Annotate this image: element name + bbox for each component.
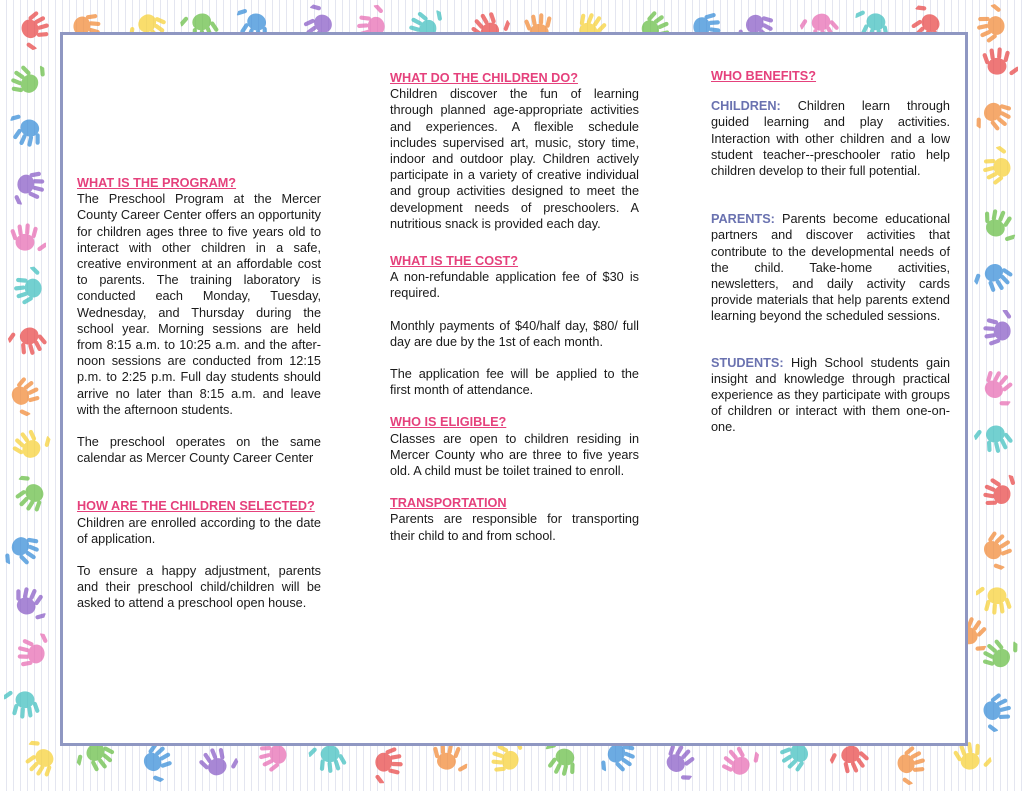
heading-what-do: WHAT DO THE CHILDREN DO? bbox=[390, 71, 578, 85]
handprint-icon bbox=[4, 265, 53, 314]
selected-adjustment-text: To ensure a happy adjustment, parents and their preschool child/children will be asked to attend a preschool open house. bbox=[77, 564, 321, 611]
handprint-icon bbox=[4, 684, 46, 726]
what-do-text: Children discover the fun of learning through planned age-appropriate activities and experiences. A flexible schedule includes supervised art, music, story time, indoor and outdoor play. Children actively participate in a variety of creative individual and group activities designed to meet the development needs of preschoolers. A nutritious snack is provided each day. bbox=[390, 87, 639, 231]
handprint-icon bbox=[968, 356, 1024, 415]
handprint-icon bbox=[8, 0, 62, 54]
label-children: CHILDREN: bbox=[711, 99, 798, 114]
column-right bbox=[711, 68, 950, 436]
heading-who-benefits: WHO BENEFITS? bbox=[711, 69, 817, 83]
heading-cost: WHAT IS THE COST? bbox=[390, 254, 519, 269]
selected-text: Children are enrolled according to the date of application. bbox=[77, 515, 321, 546]
handprint-icon bbox=[976, 40, 1018, 82]
handprint-icon bbox=[0, 364, 54, 421]
handprint-icon bbox=[1, 467, 60, 526]
handprint-icon bbox=[1, 106, 55, 160]
column-middle bbox=[390, 70, 639, 544]
handprint-icon bbox=[971, 197, 1024, 250]
handprint-icon bbox=[976, 310, 1018, 352]
handprint-icon bbox=[4, 314, 58, 368]
handprint-icon bbox=[0, 520, 54, 577]
handprint-icon bbox=[968, 518, 1024, 577]
handprint-icon bbox=[971, 413, 1024, 466]
handprint-icon bbox=[971, 683, 1024, 736]
handprint-icon bbox=[367, 740, 410, 783]
handprint-icon bbox=[971, 143, 1024, 196]
handprint-icon bbox=[968, 86, 1024, 145]
label-parents: PARENTS: bbox=[711, 212, 783, 227]
handprint-icon bbox=[0, 415, 58, 474]
cost-applied-text: The application fee will be applied to the first month of attendance. bbox=[390, 367, 639, 398]
heading-selected: HOW ARE THE CHILDREN SELECTED? bbox=[77, 499, 315, 514]
cost-fee-text: A non-refundable application fee of $30 is required. bbox=[390, 270, 639, 301]
label-students: STUDENTS: bbox=[711, 355, 791, 370]
handprint-icon bbox=[0, 52, 54, 109]
heading-program: WHAT IS THE PROGRAM? bbox=[77, 176, 237, 190]
students-text: High School students gain insight and knowledge through practical experience as they participate with groups of children or interact with them one-on-one. bbox=[711, 355, 951, 435]
program-text: The Preschool Program at the Mercer County Career Center offers an opportunity for children ages three to five years old to interact with other children in a safe, creative environment at an affordable cost to parents. The training laboratory is conducted each Monday, Tuesday, Wednesday, and Thursday during the school year. Morning sessions are held from 8:15 a.m. to 10:25 a.m. and the after-noon sessions are conducted from 12:15 p.m. to 2:25 p.m. Full day students should arrive no later than 8:15 a.m. and leave with the afternoon students. bbox=[77, 192, 321, 417]
column-left bbox=[77, 175, 321, 612]
cost-monthly-text: Monthly payments of $40/half day, $80/ full day are due by the 1st of each month. bbox=[390, 318, 639, 349]
benefit-children bbox=[711, 98, 950, 179]
handprint-icon bbox=[7, 161, 56, 210]
heading-eligible: WHO IS ELIGIBLE? bbox=[390, 415, 507, 430]
transportation-text: Parents are responsible for transporting their child to and from school. bbox=[390, 512, 639, 543]
benefit-students bbox=[711, 355, 950, 436]
parents-text: Parents become educational partners and discover activities that contribute to the developmental needs of the child. Take-home activities, newsletters, and daily activity cards provide materials that help parents extend learning beyond the scheduled sessions. bbox=[711, 212, 951, 324]
benefit-parents bbox=[711, 211, 950, 324]
handprint-icon bbox=[4, 216, 46, 258]
eligible-text: Classes are open to children residing in Mercer County who are three to five years old. A child must be toilet trained to enroll. bbox=[390, 431, 639, 479]
handprint-icon bbox=[1, 574, 55, 628]
program-calendar-text: The preschool operates on the same calendar as Mercer County Career Center bbox=[77, 435, 321, 466]
handprint-icon bbox=[971, 467, 1024, 520]
handprint-icon bbox=[7, 629, 56, 678]
heading-transportation: TRANSPORTATION bbox=[390, 496, 507, 511]
children-text: Children learn through guided learning and play activities. Interaction with other children and a low student teacher--preschooler ratio help children develop to their full potential. bbox=[711, 99, 950, 179]
handprint-icon bbox=[968, 248, 1024, 307]
